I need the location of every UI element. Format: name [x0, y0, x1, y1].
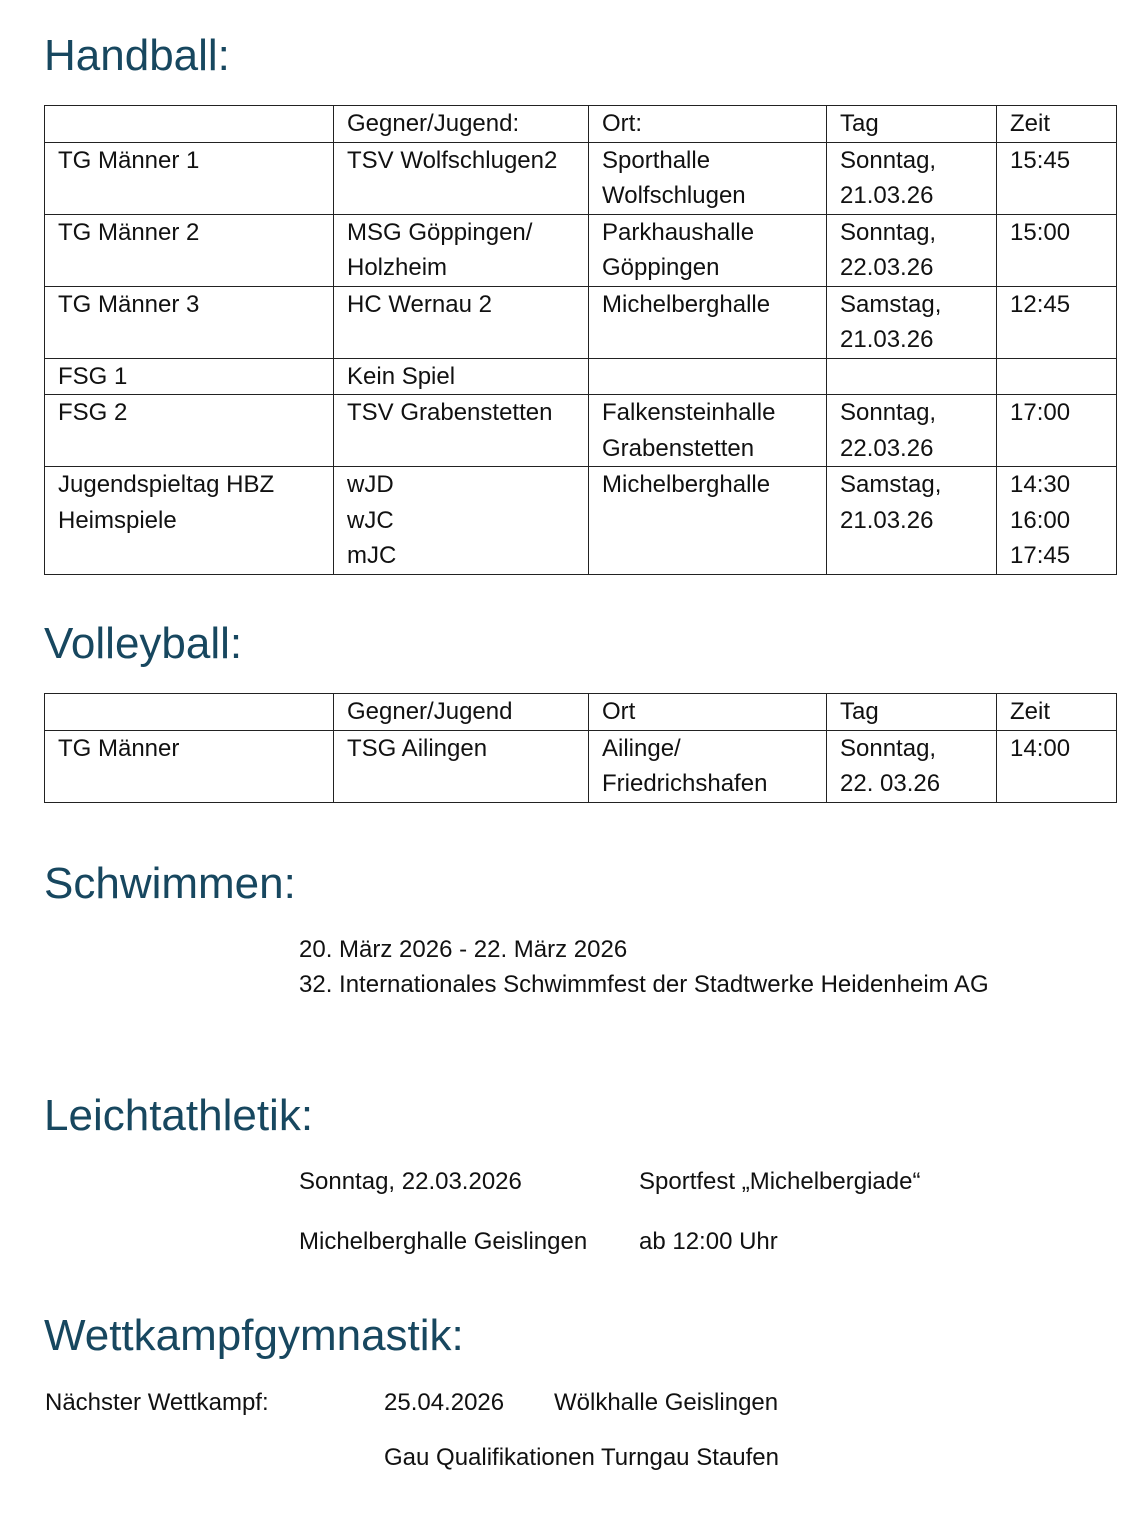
handball-cell-venue: [589, 214, 827, 286]
handball-opponent-text: Kein Spiel: [347, 362, 456, 390]
volleyball-cell-opponent: [334, 730, 589, 802]
schwimmen-date-range: 20. März 2026 - 22. März 2026: [299, 936, 628, 963]
table-row: [45, 214, 1117, 286]
handball-cell-time: [997, 142, 1117, 214]
table-row: [45, 395, 1117, 467]
handball-opponent-text: wJD: [347, 471, 394, 498]
handball-day-text: Samstag,: [840, 290, 942, 318]
volleyball-venue-text: Ailinge/: [602, 734, 681, 762]
handball-time-text: 15:00: [1010, 218, 1071, 246]
handball-cell-opponent: [334, 142, 589, 214]
handball-time-text: 15:45: [1010, 146, 1071, 174]
handball-opponent-text: Holzheim: [347, 254, 448, 281]
handball-opponent-text: wJC: [347, 506, 394, 534]
handball-cell-venue: [589, 286, 827, 358]
volleyball-table-body: [45, 694, 1117, 803]
leichtathletik-venue: Michelberghalle Geislingen: [299, 1228, 588, 1255]
wettkampfgymnastik-date: 25.04.2026: [384, 1389, 505, 1416]
table-row: [45, 467, 1117, 575]
wettkampfgymnastik-label: Nächster Wettkampf:: [45, 1389, 269, 1416]
handball-header-row: [45, 106, 1117, 143]
volleyball-day-text: Sonntag,: [840, 734, 937, 762]
handball-cell-day: [827, 286, 997, 358]
volleyball-table: [44, 693, 1117, 803]
handball-venue-text: Falkensteinhalle: [602, 399, 776, 426]
handball-opponent-text: HC Wernau 2: [347, 290, 492, 318]
handball-cell-opponent: [334, 214, 589, 286]
table-row: [45, 730, 1117, 802]
volleyball-cell-time: [997, 730, 1117, 802]
handball-team-text: TG Männer 3: [58, 290, 200, 318]
leichtathletik-heading: Leichtathletik:: [44, 1091, 314, 1140]
handball-cell-team: [45, 214, 334, 286]
handball-day-text: 22.03.26: [840, 254, 934, 281]
wettkampfgymnastik-event: Gau Qualifikationen Turngau Staufen: [384, 1444, 779, 1471]
handball-team-text: TG Männer 2: [58, 218, 200, 246]
volleyball-header-team: [45, 694, 334, 731]
volleyball-opponent-text: TSG Ailingen: [347, 734, 488, 762]
handball-header-opponent: Gegner/Jugend:: [334, 106, 589, 143]
handball-team-text: Heimspiele: [58, 506, 177, 534]
volleyball-cell-venue: [589, 730, 827, 802]
handball-team-text: Jugendspieltag HBZ: [58, 471, 275, 498]
handball-cell-opponent: [334, 286, 589, 358]
handball-cell-day: [827, 395, 997, 467]
handball-venue-text: Parkhaushalle: [602, 218, 755, 246]
handball-cell-day: [827, 142, 997, 214]
handball-cell-team: [45, 467, 334, 575]
handball-cell-team: [45, 286, 334, 358]
handball-opponent-text: TSV Wolfschlugen2: [347, 146, 558, 174]
handball-opponent-text: mJC: [347, 542, 397, 569]
handball-day-text: 22.03.26: [840, 434, 934, 462]
handball-cell-day: [827, 214, 997, 286]
handball-day-text: Sonntag,: [840, 218, 937, 246]
handball-day-text: 21.03.26: [840, 506, 934, 534]
handball-day-text: Sonntag,: [840, 146, 937, 174]
handball-opponent-text: MSG Göppingen/: [347, 218, 533, 246]
volleyball-header-opponent: Gegner/Jugend: [334, 694, 589, 731]
volleyball-header-time: Zeit: [997, 694, 1117, 731]
leichtathletik-date: Sonntag, 22.03.2026: [299, 1168, 522, 1195]
schwimmen-event: 32. Internationales Schwimmfest der Stadtwerke Heidenheim AG: [299, 971, 989, 998]
volleyball-header-venue: Ort: [589, 694, 827, 731]
handball-venue-text: Sporthalle: [602, 146, 711, 174]
volleyball-header-day: Tag: [827, 694, 997, 731]
handball-venue-text: Michelberghalle: [602, 471, 771, 498]
volleyball-heading: Volleyball:: [44, 619, 243, 668]
volleyball-time-text: 14:00: [1010, 734, 1071, 762]
handball-cell-day: [827, 467, 997, 575]
handball-heading: Handball:: [44, 31, 230, 80]
handball-table: [44, 105, 1117, 575]
handball-table-body: [45, 106, 1117, 575]
handball-team-text: FSG 2: [58, 399, 128, 426]
leichtathletik-time: ab 12:00 Uhr: [639, 1228, 778, 1255]
handball-venue-text: Michelberghalle: [602, 290, 771, 318]
handball-cell-opponent: [334, 358, 589, 395]
table-row: [45, 358, 1117, 395]
handball-opponent-text: TSV Grabenstetten: [347, 399, 553, 426]
handball-cell-opponent: [334, 395, 589, 467]
handball-cell-time: [997, 395, 1117, 467]
wettkampfgymnastik-heading: Wettkampfgymnastik:: [44, 1311, 464, 1360]
handball-header-team: [45, 106, 334, 143]
handball-cell-day: [827, 358, 997, 395]
volleyball-header-row: [45, 694, 1117, 731]
handball-cell-venue: [589, 142, 827, 214]
handball-time-text: 17:00: [1010, 399, 1071, 426]
volleyball-cell-day: [827, 730, 997, 802]
handball-day-text: 21.03.26: [840, 182, 934, 209]
handball-cell-time: [997, 358, 1117, 395]
handball-time-text: 12:45: [1010, 290, 1071, 318]
handball-cell-time: [997, 286, 1117, 358]
handball-time-text: 16:00: [1010, 506, 1071, 534]
leichtathletik-event: Sportfest „Michelbergiade“: [639, 1168, 921, 1195]
schwimmen-heading: Schwimmen:: [44, 859, 296, 908]
handball-header-day: Tag: [827, 106, 997, 143]
handball-team-text: TG Männer 1: [58, 146, 200, 174]
volleyball-venue-text: Friedrichshafen: [602, 770, 768, 797]
handball-header-venue: Ort:: [589, 106, 827, 143]
table-row: [45, 142, 1117, 214]
handball-day-text: Sonntag,: [840, 399, 937, 426]
handball-header-time: Zeit: [997, 106, 1117, 143]
handball-team-text: FSG 1: [58, 362, 128, 390]
handball-cell-team: [45, 142, 334, 214]
handball-venue-text: Grabenstetten: [602, 434, 755, 462]
handball-time-text: 17:45: [1010, 542, 1071, 569]
wettkampfgymnastik-venue: Wölkhalle Geislingen: [554, 1389, 779, 1416]
handball-day-text: 21.03.26: [840, 326, 934, 353]
volleyball-cell-team: [45, 730, 334, 802]
handball-cell-opponent: [334, 467, 589, 575]
handball-cell-time: [997, 467, 1117, 575]
handball-time-text: 14:30: [1010, 471, 1071, 498]
table-row: [45, 286, 1117, 358]
handball-venue-text: Göppingen: [602, 254, 720, 281]
handball-cell-time: [997, 214, 1117, 286]
handball-cell-team: [45, 358, 334, 395]
handball-cell-venue: [589, 358, 827, 395]
handball-venue-text: Wolfschlugen: [602, 182, 746, 209]
handball-cell-team: [45, 395, 334, 467]
volleyball-team-text: TG Männer: [58, 734, 180, 762]
handball-cell-venue: [589, 395, 827, 467]
volleyball-day-text: 22. 03.26: [840, 770, 941, 797]
handball-cell-venue: [589, 467, 827, 575]
handball-day-text: Samstag,: [840, 471, 942, 498]
